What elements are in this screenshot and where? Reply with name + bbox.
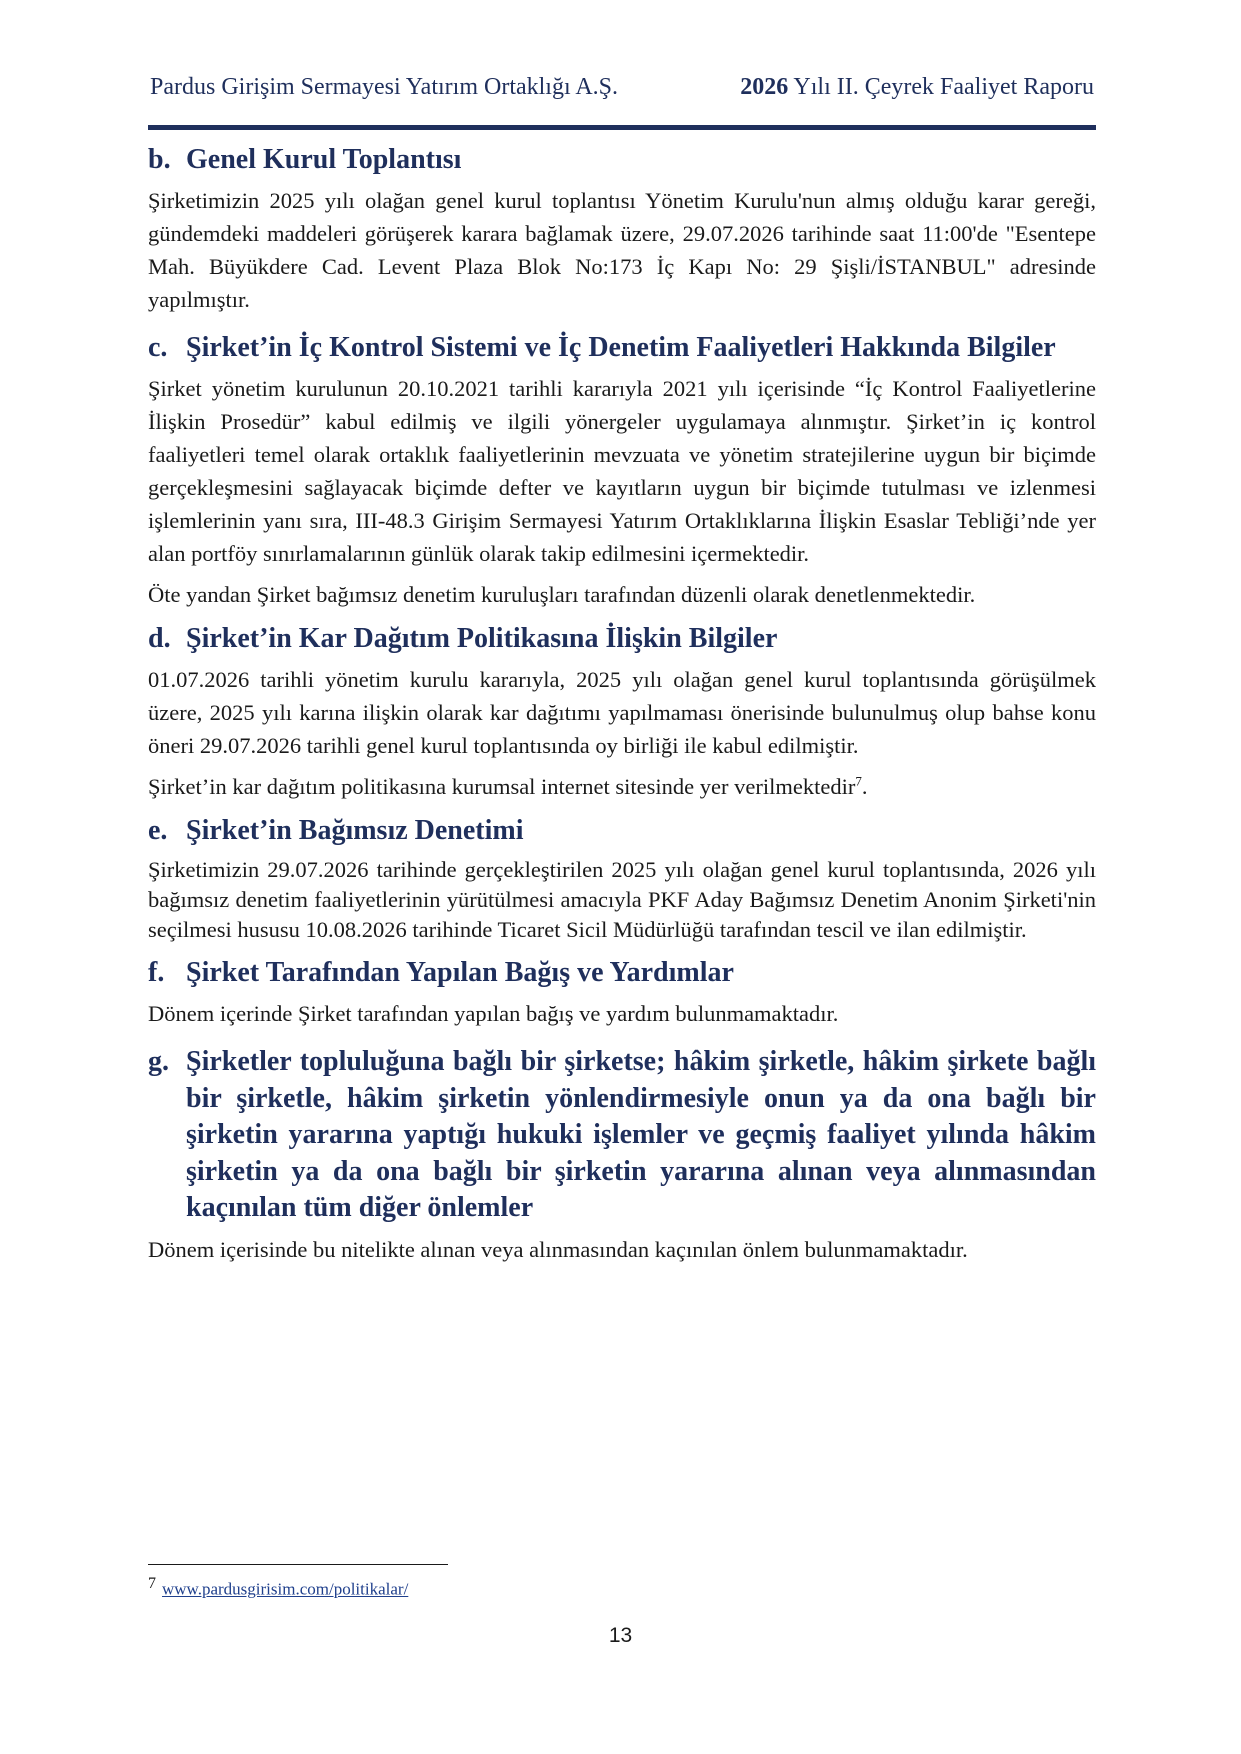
section-f-heading	[148, 955, 1096, 991]
section-b-heading	[148, 142, 1096, 178]
footnote-reference[interactable]: 7	[855, 773, 862, 789]
section-b-letter: b.	[148, 144, 171, 175]
section-c-paragraph: Şirket yönetim kurulunun 20.10.2021 tarihli kararıyla 2021 yılı içerisinde “İç Kontrol Faaliyetlerine İlişkin Prosedür” kabul edilmiş ve ilgili yönergeler uygulamaya alınmıştır. Şirket’in iç kontrol faaliyetleri temel olarak ortaklık faaliyetlerinin mevzuata ve yönetim stratejilerine uygun bir biçimde gerçekleşmesini sağlayacak biçimde defter ve kayıtların uygun bir biçimde tutulması ve izlenmesi işlemlerinin yanı sıra, III-48.3 Girişim Sermayesi Yatırım Ortaklıklarına İlişkin Esaslar Tebliği’nde yer alan portföy sınırlamalarının günlük olarak takip edilmesini içermektedir.	[148, 376, 1096, 566]
section-g-title: Şirketler topluluğuna bağlı bir şirketse; hâkim şirketle, hâkim şirkete bağlı bir şirketle, hâkim şirketin yönlendirmesiyle onun ya da ona bağlı bir şirketin yararına yaptığı hukuki işlemler ve geçmiş faaliyet yılında hâkim şirketin ya da ona bağlı bir şirketin yararına alınan veya alınmasından kaçınılan tüm diğer önlemler	[186, 1046, 1096, 1223]
section-g-letter: g.	[148, 1046, 169, 1077]
footnote-divider	[148, 1564, 448, 1565]
section-d-policy-end: .	[861, 774, 868, 799]
header-report-title-text: Yılı II. Çeyrek Faaliyet Raporu	[788, 74, 1094, 100]
section-f-paragraph: Dönem içerinde Şirket tarafından yapılan bağış ve yardım bulunmamaktadır.	[148, 1001, 839, 1026]
footnote-number: 7	[148, 1575, 156, 1592]
section-b-title: Genel Kurul Toplantısı	[186, 144, 462, 175]
section-g-heading	[148, 1044, 1096, 1227]
section-e-paragraph: Şirketimizin 29.07.2026 tarihinde gerçekleştirilen 2025 yılı olağan genel kurul toplantısında, 2026 yılı bağımsız denetim faaliyetlerinin yürütülmesi amacıyla PKF Aday Bağımsız Denetim Anonim Şirketi'nin seçilmesi hususu 10.08.2026 tarihinde Ticaret Sicil Müdürlüğü tarafından tescil ve ilan edilmiştir.	[148, 857, 1096, 942]
section-d-policy-text: Şirket’in kar dağıtım politikasına kurumsal internet sitesinde yer verilmektedir	[148, 774, 856, 799]
header-company-name: Pardus Girişim Sermayesi Yatırım Ortaklığı A.Ş.	[150, 74, 618, 100]
section-d-policy-paragraph	[148, 770, 1096, 803]
section-e-title: Şirket’in Bağımsız Denetimi	[186, 815, 524, 846]
section-d-heading	[148, 621, 1096, 657]
section-e-letter: e.	[148, 815, 168, 846]
section-f-title: Şirket Tarafından Yapılan Bağış ve Yardımlar	[186, 957, 734, 988]
section-c-letter: c.	[148, 332, 168, 363]
section-d	[148, 621, 1096, 803]
section-g-paragraph: Dönem içerisinde bu nitelikte alınan veya alınmasından kaçınılan önlem bulunmamaktadır.	[148, 1236, 968, 1262]
section-e	[148, 813, 1096, 945]
page-content	[148, 142, 1096, 1274]
section-f-letter: f.	[148, 957, 165, 988]
section-c-heading	[148, 330, 1096, 366]
section-c-paragraph: Öte yandan Şirket bağımsız denetim kuruluşları tarafından düzenli olarak denetlenmektedir.	[148, 582, 976, 607]
section-d-letter: d.	[148, 623, 171, 654]
header-report-title	[740, 74, 1094, 101]
section-g	[148, 1044, 1096, 1266]
section-c	[148, 330, 1096, 611]
footnote	[148, 1575, 408, 1600]
section-c-title: Şirket’in İç Kontrol Sistemi ve İç Denetim Faaliyetleri Hakkında Bilgiler	[186, 332, 1056, 363]
section-d-title: Şirket’in Kar Dağıtım Politikasına İlişkin Bilgiler	[186, 623, 778, 654]
page-number: 13	[608, 1624, 633, 1647]
page-header	[150, 74, 1094, 101]
header-divider	[148, 125, 1096, 130]
section-d-paragraph: 01.07.2026 tarihli yönetim kurulu kararıyla, 2025 yılı olağan genel kurul toplantısında görüşülmek üzere, 2025 yılı karına ilişkin olarak kar dağıtımı yapılmaması önerisinde bulunulmuş olup bahse konu öneri 29.07.2026 tarihli genel kurul toplantısında oy birliği ile kabul edilmiştir.	[148, 667, 1096, 758]
header-report-year: 2026	[740, 74, 789, 100]
section-f	[148, 955, 1096, 1030]
section-b-paragraph: Şirketimizin 2025 yılı olağan genel kurul toplantısı Yönetim Kurulu'nun almış olduğu karar gereği, gündemdeki maddeleri görüşerek karara bağlamak üzere, 29.07.2026 tarihinde saat 11:00'de "Esentepe Mah. Büyükdere Cad. Levent Plaza Blok No:173 İç Kapı No: 29 Şişli/İSTANBUL" adresinde yapılmıştır.	[148, 188, 1096, 312]
section-e-heading	[148, 813, 1096, 849]
section-b	[148, 142, 1096, 316]
footnote-link[interactable]: www.pardusgirisim.com/politikalar/	[162, 1579, 409, 1599]
